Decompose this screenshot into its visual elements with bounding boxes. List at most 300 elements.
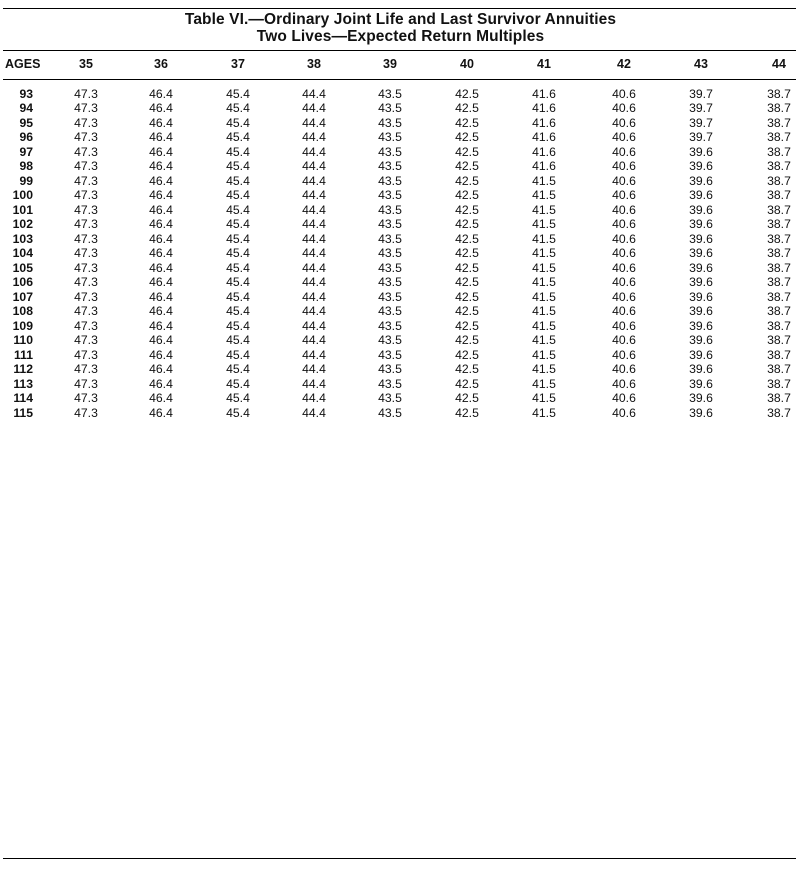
cell-value: 42.5	[455, 275, 479, 290]
cell-value: 38.7	[767, 217, 791, 232]
table-cell	[584, 246, 663, 260]
table-cell	[429, 348, 506, 362]
cell-value: 42.5	[455, 362, 479, 377]
row-age: 104	[12, 246, 33, 261]
table-cell	[584, 203, 663, 217]
cell-value: 46.4	[149, 144, 173, 159]
cell-value: 41.5	[532, 231, 556, 246]
table-cell	[429, 377, 506, 391]
table-cell	[740, 217, 801, 231]
cell-value: 41.5	[532, 304, 556, 319]
table-cell	[276, 159, 352, 173]
table-cell	[740, 319, 801, 333]
table-row	[0, 232, 801, 246]
table-row	[0, 246, 801, 260]
cell-value: 44.4	[302, 159, 326, 174]
cell-value: 38.7	[767, 405, 791, 420]
table-cell	[740, 130, 801, 144]
row-age: 96	[19, 130, 33, 145]
table-cell	[506, 101, 585, 115]
cell-value: 41.5	[532, 333, 556, 348]
column-header-2: 37	[231, 57, 245, 71]
table-cell	[124, 377, 200, 391]
table-cell	[33, 333, 124, 347]
table-cell	[584, 116, 663, 130]
cell-value: 41.5	[532, 405, 556, 420]
cell-value: 46.4	[149, 405, 173, 420]
table-cell	[584, 232, 663, 246]
cell-value: 47.3	[74, 217, 98, 232]
table-cell	[506, 261, 585, 275]
table-cell	[276, 275, 352, 289]
row-age: 102	[12, 217, 33, 232]
bottom-rule	[3, 858, 796, 859]
table-cell	[276, 217, 352, 231]
row-age: 101	[12, 202, 33, 217]
cell-value: 45.4	[226, 202, 250, 217]
cell-value: 42.5	[455, 405, 479, 420]
table-cell	[584, 130, 663, 144]
table-cell	[740, 145, 801, 159]
cell-value: 45.4	[226, 376, 250, 391]
cell-value: 44.4	[302, 260, 326, 275]
table-body	[0, 87, 801, 420]
cell-value: 43.5	[378, 202, 402, 217]
table-cell	[429, 391, 506, 405]
table-cell	[663, 391, 741, 405]
row-age: 94	[19, 101, 33, 116]
table-cell	[200, 406, 277, 420]
row-age: 112	[13, 362, 33, 377]
table-cell	[506, 391, 585, 405]
cell-value: 43.5	[378, 130, 402, 145]
table-row	[0, 188, 801, 202]
table-cell	[352, 261, 429, 275]
cell-value: 43.5	[378, 376, 402, 391]
cell-value: 40.6	[612, 231, 636, 246]
table-cell	[124, 174, 200, 188]
table-cell	[33, 188, 124, 202]
cell-value: 39.6	[689, 289, 713, 304]
cell-value: 38.7	[767, 188, 791, 203]
table-cell	[276, 391, 352, 405]
cell-value: 44.4	[302, 202, 326, 217]
table-cell	[740, 101, 801, 115]
cell-value: 46.4	[149, 333, 173, 348]
table-cell	[124, 145, 200, 159]
table-cell	[429, 217, 506, 231]
cell-value: 39.6	[689, 246, 713, 261]
table-cell	[663, 145, 741, 159]
table-cell	[200, 145, 277, 159]
table-cell	[124, 87, 200, 101]
table-row	[0, 275, 801, 289]
column-header-3: 38	[307, 57, 321, 71]
table-cell	[124, 101, 200, 115]
table-cell	[200, 188, 277, 202]
table-cell	[663, 116, 741, 130]
table-cell	[429, 304, 506, 318]
cell-value: 40.6	[612, 391, 636, 406]
cell-value: 39.6	[689, 304, 713, 319]
table-cell	[663, 87, 741, 101]
table-cell	[584, 145, 663, 159]
table-cell	[276, 406, 352, 420]
row-age: 103	[12, 231, 33, 246]
cell-value: 46.4	[149, 188, 173, 203]
cell-value: 46.4	[149, 231, 173, 246]
cell-value: 46.4	[149, 260, 173, 275]
table-cell	[33, 101, 124, 115]
cell-value: 47.3	[74, 159, 98, 174]
table-cell	[200, 116, 277, 130]
cell-value: 41.6	[532, 87, 556, 101]
cell-value: 43.5	[378, 347, 402, 362]
table-cell	[33, 362, 124, 376]
cell-value: 42.5	[455, 188, 479, 203]
table-cell	[33, 246, 124, 260]
table-row	[0, 130, 801, 144]
table-cell	[352, 362, 429, 376]
table-cell	[429, 145, 506, 159]
cell-value: 43.5	[378, 362, 402, 377]
table-cell	[740, 261, 801, 275]
cell-value: 40.6	[612, 188, 636, 203]
row-age: 99	[19, 173, 33, 188]
table-cell	[740, 348, 801, 362]
cell-value: 41.5	[532, 362, 556, 377]
table-cell	[584, 304, 663, 318]
cell-value: 47.3	[74, 144, 98, 159]
cell-value: 43.5	[378, 304, 402, 319]
cell-value: 38.7	[767, 115, 791, 130]
table-cell	[276, 246, 352, 260]
cell-value: 41.6	[532, 115, 556, 130]
table-cell	[276, 145, 352, 159]
table-cell	[584, 261, 663, 275]
table-cell	[663, 362, 741, 376]
cell-value: 42.5	[455, 115, 479, 130]
cell-value: 46.4	[149, 304, 173, 319]
cell-value: 39.6	[689, 318, 713, 333]
table-cell	[276, 116, 352, 130]
cell-value: 46.4	[149, 173, 173, 188]
cell-value: 39.6	[689, 376, 713, 391]
cell-value: 40.6	[612, 347, 636, 362]
table-cell	[584, 290, 663, 304]
table-cell	[276, 174, 352, 188]
cell-value: 40.6	[612, 101, 636, 116]
table-cell	[124, 275, 200, 289]
cell-value: 43.5	[378, 391, 402, 406]
cell-value: 46.4	[149, 289, 173, 304]
cell-value: 46.4	[149, 275, 173, 290]
table-cell	[506, 319, 585, 333]
cell-value: 42.5	[455, 231, 479, 246]
cell-value: 44.4	[302, 275, 326, 290]
table-cell	[33, 377, 124, 391]
cell-value: 44.4	[302, 405, 326, 420]
table-cell	[740, 362, 801, 376]
table-cell	[352, 304, 429, 318]
cell-value: 38.7	[767, 173, 791, 188]
table-cell	[200, 101, 277, 115]
table-cell	[200, 391, 277, 405]
table-cell	[124, 362, 200, 376]
cell-value: 41.5	[532, 202, 556, 217]
column-header-5: 40	[460, 57, 474, 71]
cell-value: 46.4	[149, 318, 173, 333]
table-row	[0, 87, 801, 101]
table-row	[0, 377, 801, 391]
cell-value: 44.4	[302, 101, 326, 116]
table-cell	[124, 261, 200, 275]
cell-value: 43.5	[378, 246, 402, 261]
cell-value: 42.5	[455, 202, 479, 217]
column-header-9: 44	[772, 57, 786, 71]
table-cell	[584, 333, 663, 347]
table-cell	[200, 232, 277, 246]
cell-value: 44.4	[302, 217, 326, 232]
table-cell	[352, 130, 429, 144]
table-cell	[429, 159, 506, 173]
table-cell	[200, 246, 277, 260]
table-cell	[663, 188, 741, 202]
cell-value: 44.4	[302, 391, 326, 406]
cell-value: 39.6	[689, 275, 713, 290]
cell-value: 41.5	[532, 260, 556, 275]
cell-value: 44.4	[302, 144, 326, 159]
table-cell	[200, 290, 277, 304]
cell-value: 41.5	[532, 376, 556, 391]
table-cell	[740, 333, 801, 347]
table-cell	[663, 261, 741, 275]
table-subtitle: Two Lives—Expected Return Multiples	[256, 28, 545, 45]
cell-value: 39.6	[689, 260, 713, 275]
cell-value: 41.5	[532, 217, 556, 232]
cell-value: 44.4	[302, 87, 326, 101]
table-cell	[584, 319, 663, 333]
cell-value: 42.5	[455, 246, 479, 261]
table-cell	[200, 159, 277, 173]
cell-value: 40.6	[612, 318, 636, 333]
cell-value: 42.5	[455, 144, 479, 159]
expected-return-multiples-table	[0, 87, 801, 420]
cell-value: 44.4	[302, 318, 326, 333]
cell-value: 40.6	[612, 87, 636, 101]
table-cell	[429, 261, 506, 275]
cell-value: 47.3	[74, 347, 98, 362]
cell-value: 43.5	[378, 173, 402, 188]
cell-value: 43.5	[378, 217, 402, 232]
cell-value: 42.5	[455, 391, 479, 406]
cell-value: 40.6	[612, 246, 636, 261]
cell-value: 41.5	[532, 289, 556, 304]
cell-value: 45.4	[226, 318, 250, 333]
table-cell	[663, 174, 741, 188]
table-cell	[352, 174, 429, 188]
table-cell	[200, 217, 277, 231]
table-cell	[506, 116, 585, 130]
cell-value: 45.4	[226, 260, 250, 275]
table-cell	[352, 333, 429, 347]
table-row	[0, 203, 801, 217]
cell-value: 41.5	[532, 246, 556, 261]
table-cell	[663, 203, 741, 217]
cell-value: 44.4	[302, 333, 326, 348]
cell-value: 47.3	[74, 231, 98, 246]
column-header-6: 41	[537, 57, 551, 71]
cell-value: 39.6	[689, 217, 713, 232]
cell-value: 38.7	[767, 391, 791, 406]
cell-value: 47.3	[74, 246, 98, 261]
table-cell	[33, 290, 124, 304]
table-cell	[740, 275, 801, 289]
cell-value: 39.6	[689, 202, 713, 217]
table-row	[0, 159, 801, 173]
table-cell	[352, 145, 429, 159]
cell-value: 45.4	[226, 87, 250, 101]
cell-value: 45.4	[226, 362, 250, 377]
cell-value: 39.6	[689, 391, 713, 406]
cell-value: 42.5	[455, 333, 479, 348]
cell-value: 42.5	[455, 173, 479, 188]
table-row	[0, 145, 801, 159]
table-row	[0, 304, 801, 318]
table-cell	[429, 87, 506, 101]
row-age: 114	[13, 391, 33, 406]
cell-value: 40.6	[612, 304, 636, 319]
cell-value: 44.4	[302, 289, 326, 304]
row-age: 110	[13, 333, 33, 348]
table-cell	[124, 319, 200, 333]
row-age: 97	[19, 144, 33, 159]
table-cell	[740, 174, 801, 188]
table-cell	[33, 275, 124, 289]
table-row	[0, 101, 801, 115]
column-header-8: 43	[694, 57, 708, 71]
table-cell	[584, 348, 663, 362]
cell-value: 45.4	[226, 275, 250, 290]
table-cell	[429, 174, 506, 188]
cell-value: 41.6	[532, 130, 556, 145]
table-cell	[352, 377, 429, 391]
cell-value: 43.5	[378, 275, 402, 290]
cell-value: 43.5	[378, 188, 402, 203]
table-cell	[663, 101, 741, 115]
table-cell	[584, 391, 663, 405]
table-cell	[663, 333, 741, 347]
table-cell	[352, 116, 429, 130]
column-header-4: 39	[383, 57, 397, 71]
cell-value: 38.7	[767, 275, 791, 290]
header-top-rule	[3, 50, 796, 51]
table-row	[0, 333, 801, 347]
cell-value: 45.4	[226, 173, 250, 188]
table-cell	[200, 275, 277, 289]
table-cell	[506, 333, 585, 347]
cell-value: 40.6	[612, 217, 636, 232]
cell-value: 42.5	[455, 130, 479, 145]
cell-value: 39.6	[689, 231, 713, 246]
cell-value: 39.7	[689, 130, 713, 145]
table-cell	[352, 290, 429, 304]
table-cell	[584, 87, 663, 101]
table-row	[0, 116, 801, 130]
cell-value: 45.4	[226, 405, 250, 420]
cell-value: 39.6	[689, 173, 713, 188]
table-cell	[124, 232, 200, 246]
cell-value: 44.4	[302, 115, 326, 130]
table-cell	[506, 377, 585, 391]
table-cell	[352, 203, 429, 217]
table-cell	[276, 348, 352, 362]
table-cell	[584, 377, 663, 391]
table-cell	[663, 275, 741, 289]
cell-value: 46.4	[149, 391, 173, 406]
table-cell	[740, 87, 801, 101]
table-cell	[740, 159, 801, 173]
cell-value: 47.3	[74, 275, 98, 290]
cell-value: 45.4	[226, 391, 250, 406]
cell-value: 39.6	[689, 405, 713, 420]
cell-value: 42.5	[455, 289, 479, 304]
table-cell	[33, 87, 124, 101]
table-cell	[352, 246, 429, 260]
table-row	[0, 290, 801, 304]
cell-value: 38.7	[767, 333, 791, 348]
cell-value: 38.7	[767, 101, 791, 116]
table-cell	[124, 290, 200, 304]
table-cell	[429, 130, 506, 144]
cell-value: 39.7	[689, 115, 713, 130]
cell-value: 39.7	[689, 87, 713, 101]
cell-value: 43.5	[378, 115, 402, 130]
cell-value: 45.4	[226, 101, 250, 116]
table-cell	[124, 217, 200, 231]
cell-value: 38.7	[767, 362, 791, 377]
cell-value: 42.5	[455, 304, 479, 319]
table-cell	[352, 159, 429, 173]
table-cell	[352, 188, 429, 202]
column-header-1: 36	[154, 57, 168, 71]
table-cell	[124, 304, 200, 318]
table-cell	[429, 362, 506, 376]
table-cell	[663, 377, 741, 391]
cell-value: 47.3	[74, 333, 98, 348]
cell-value: 43.5	[378, 289, 402, 304]
table-cell	[506, 348, 585, 362]
table-cell	[276, 188, 352, 202]
cell-value: 41.6	[532, 101, 556, 116]
table-cell	[506, 203, 585, 217]
table-cell	[429, 232, 506, 246]
cell-value: 43.5	[378, 144, 402, 159]
header-bottom-rule	[3, 79, 796, 80]
table-cell	[124, 116, 200, 130]
cell-value: 42.5	[455, 217, 479, 232]
table-cell	[33, 159, 124, 173]
cell-value: 44.4	[302, 246, 326, 261]
table-row	[0, 348, 801, 362]
table-cell	[33, 406, 124, 420]
table-cell	[200, 130, 277, 144]
table-cell	[33, 116, 124, 130]
table-cell	[506, 275, 585, 289]
table-cell	[352, 101, 429, 115]
cell-value: 38.7	[767, 144, 791, 159]
table-cell	[33, 145, 124, 159]
